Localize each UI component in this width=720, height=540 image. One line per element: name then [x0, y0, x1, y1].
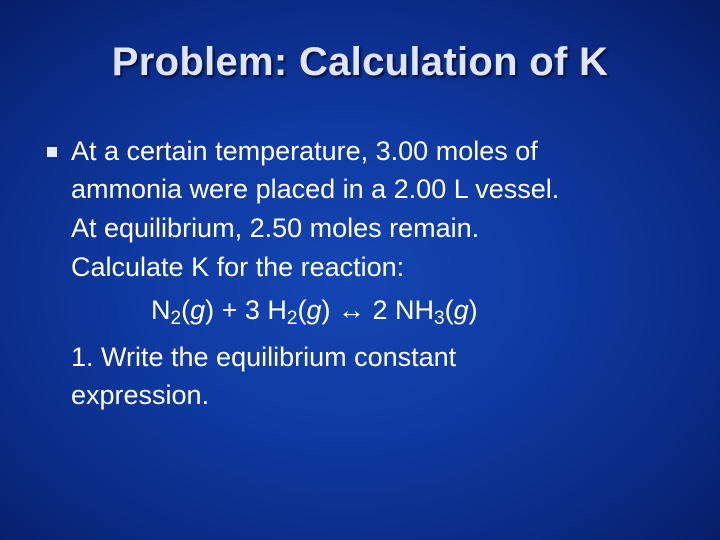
eq-gas-state-1: g: [190, 295, 206, 325]
eq-arrow-nh3: ) ↔ 2 NH: [321, 295, 435, 325]
eq-nh3-subscript: 3: [434, 308, 445, 329]
step-1-line-2: expression.: [71, 380, 210, 410]
eq-open-paren-1: (: [181, 295, 191, 325]
eq-close-paren-3: ): [468, 295, 478, 325]
eq-n2-symbol: N: [151, 295, 171, 325]
square-bullet-icon: [47, 147, 57, 157]
slide-title: Problem: Calculation of K: [111, 40, 609, 84]
body-line-3: At equilibrium, 2.50 moles remain.: [71, 213, 480, 243]
reaction-equation: [151, 294, 478, 329]
eq-plus-h2: ) + 3 H: [205, 295, 287, 325]
body-line-1: At a certain temperature, 3.00 moles of: [71, 136, 538, 166]
body-line-4: Calculate K for the reaction:: [71, 252, 405, 282]
eq-h2-subscript: 2: [286, 308, 298, 329]
eq-open-paren-3: (: [444, 295, 454, 325]
eq-open-paren-2: (: [297, 295, 307, 325]
eq-n2-subscript: 2: [170, 308, 182, 329]
body-line-2: ammonia were placed in a 2.00 L vessel.: [71, 174, 560, 204]
slide-content: [0, 131, 720, 431]
eq-gas-state-3: g: [453, 295, 469, 325]
eq-gas-state-2: g: [306, 295, 322, 325]
step-1-line-1: 1. Write the equilibrium constant: [71, 342, 457, 372]
